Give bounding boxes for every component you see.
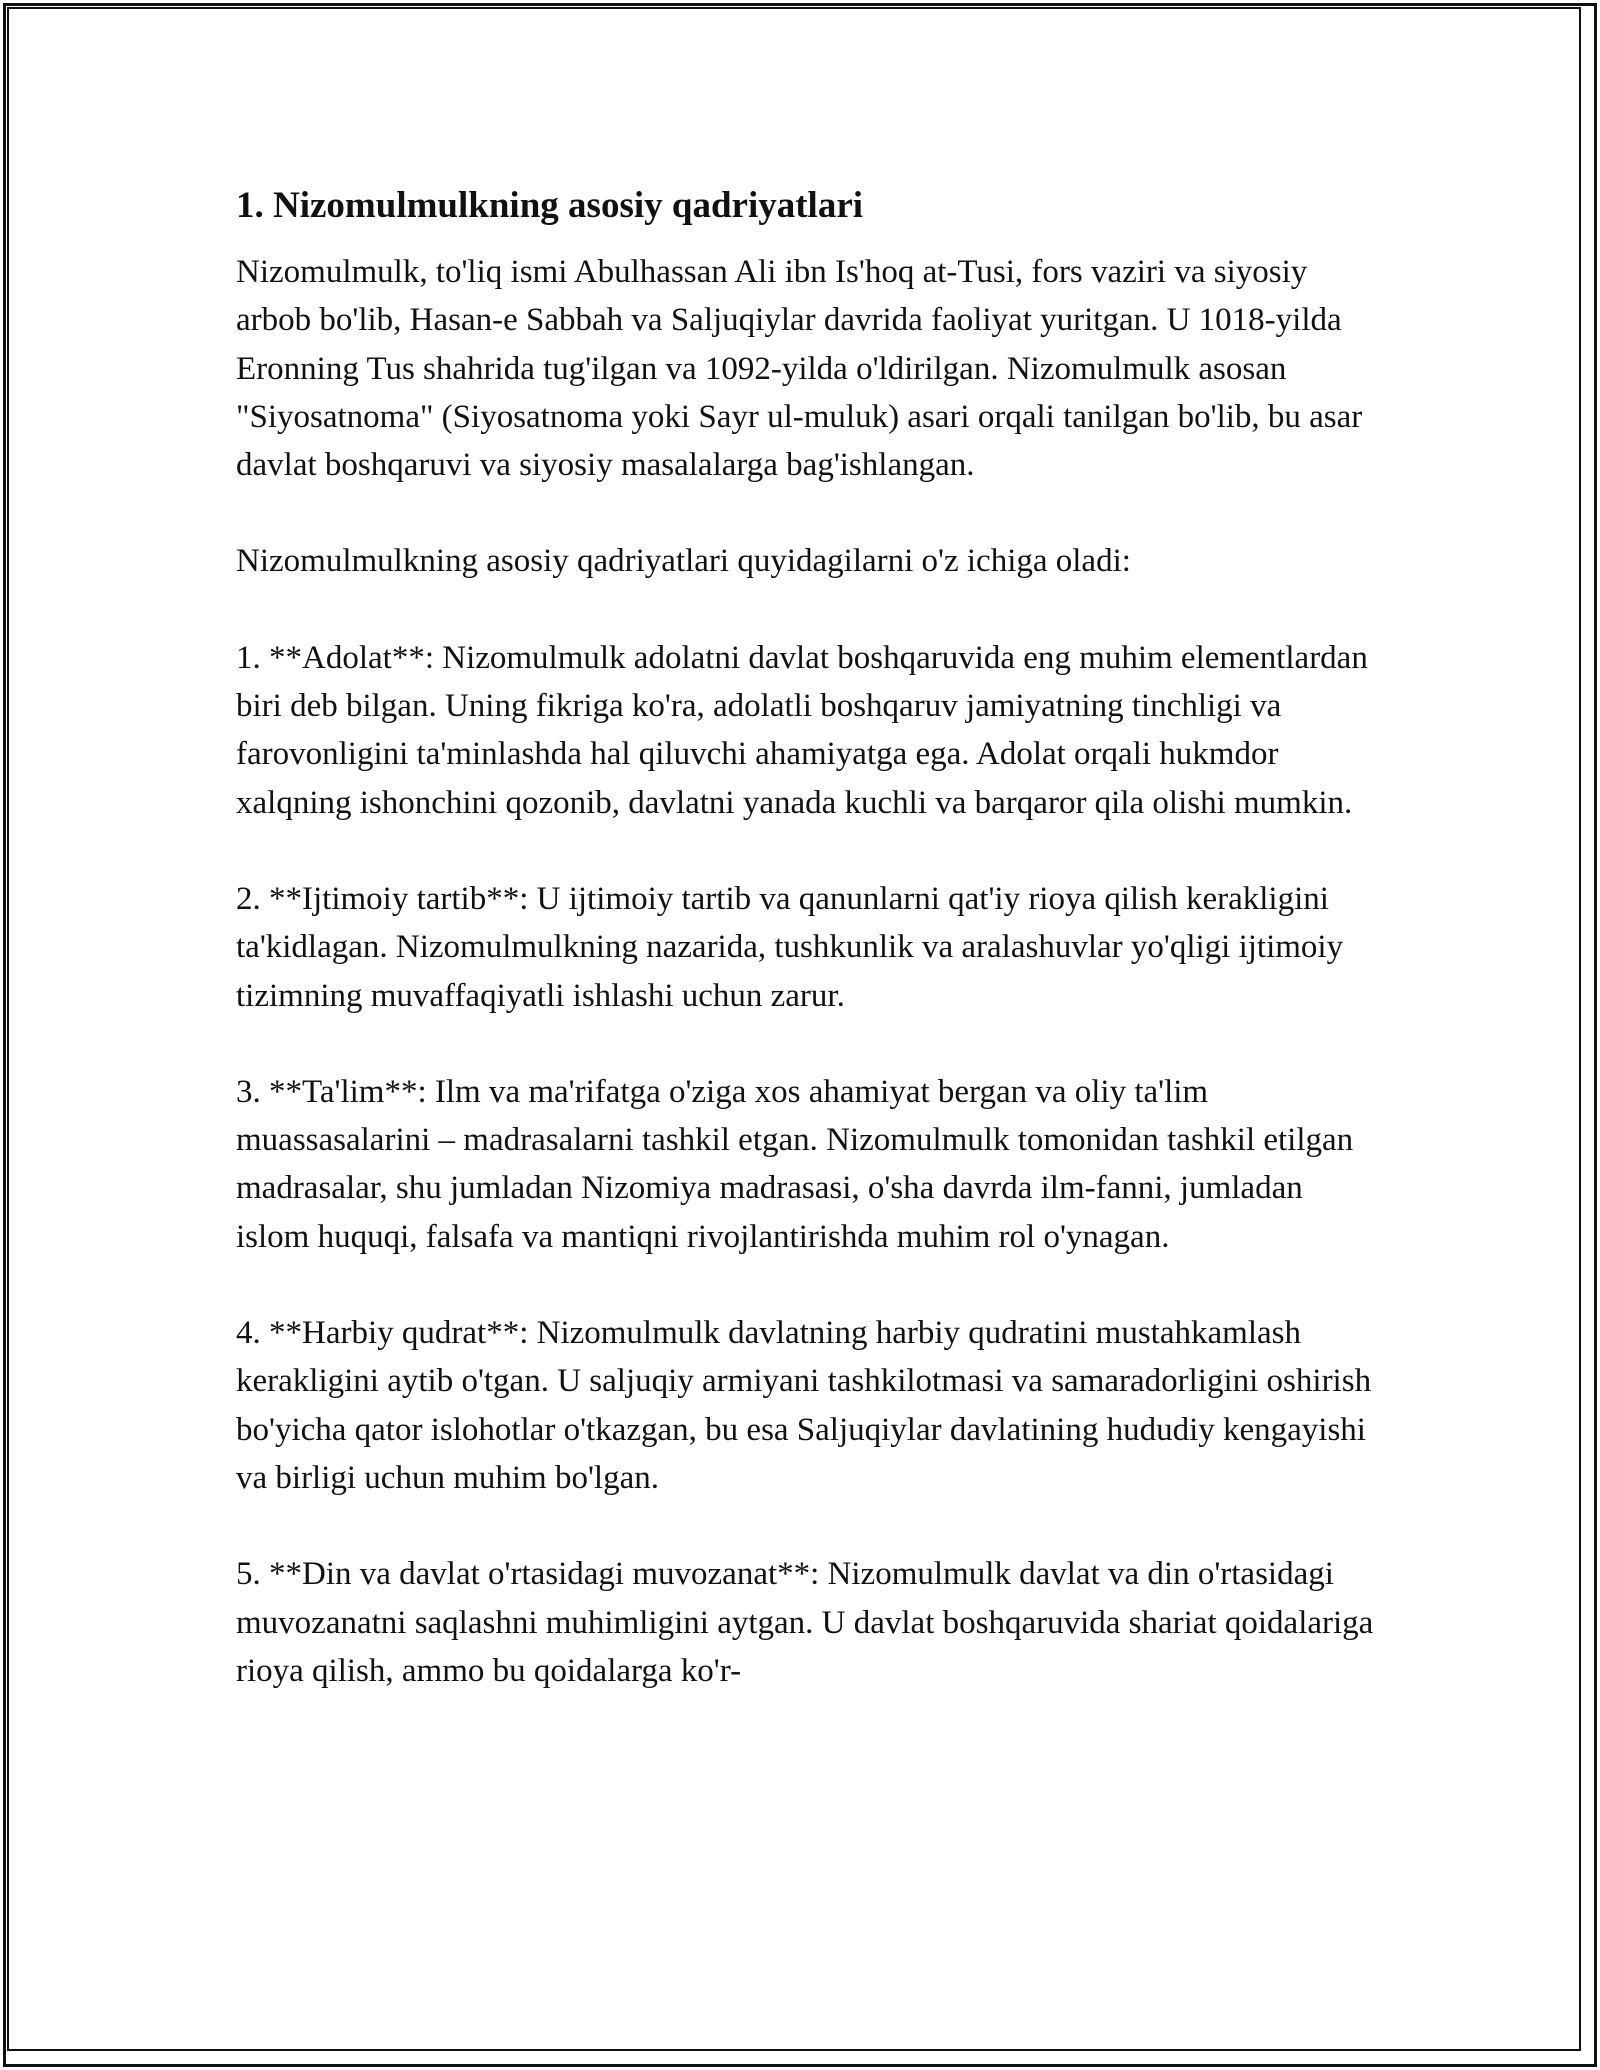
document-body — [236, 182, 1376, 1743]
intro-paragraph: Nizomulmulk, to'liq ismi Abulhassan Ali ibn Is'hoq at-Tusi, fors vaziri va siyosiy arbob bo'lib, Hasan-e Sabbah va Saljuqiylar davrida faoliyat yuritgan. U 1018-yilda Eronning Tus shahrida tug'ilgan va 1092-yilda o'ldirilgan. Nizomulmulk asosan "Siyosatnoma" (Siyosatnoma yoki Sayr ul-muluk) asari orqali tanilgan bo'lib, bu asar davlat boshqaruvi va siyosiy masalalarga bag'ishlangan. — [236, 254, 1363, 484]
value-item-adolat: 1. **Adolat**: Nizomulmulk adolatni davlat boshqaruvida eng muhim elementlardan biri deb bilgan. Uning fikriga ko'ra, adolatli boshqaruv jamiyatning tinchligi va farovonligini ta'minlashda hal qiluvchi ahamiyatga ega. Adolat orqali hukmdor xalqning ishonchini qozonib, davlatni yanada kuchli va barqaror qila olishi mumkin. — [236, 639, 1368, 821]
value-item-harbiy-qudrat: 4. **Harbiy qudrat**: Nizomulmulk davlatning harbiy qudratini mustahkamlash kerakligini aytib o'tgan. U saljuqiy armiyani tashkilotmasi va samaradorligini oshirish bo'yicha qator islohotlar o'tkazgan, bu esa Saljuqiylar davlatining hududiy kengayishi va birligi uchun muhim bo'lgan. — [236, 1315, 1372, 1496]
section-title: 1. Nizomulmulkning asosiy qadriyatlari — [236, 185, 864, 226]
value-item-ijtimoiy-tartib: 2. **Ijtimoiy tartib**: U ijtimoiy tartib va qanunlarni qat'iy rioya qilish kerakligini ta'kidlagan. Nizomulmulkning nazarida, tushkunlik va aralashuvlar yo'qligi ijtimoiy tizimning muvaffaqiyatli ishlashi uchun zarur. — [236, 880, 1344, 1014]
values-intro-paragraph: Nizomulmulkning asosiy qadriyatlari quyidagilarni o'z ichiga oladi: — [236, 543, 1131, 580]
value-item-talim: 3. **Ta'lim**: Ilm va ma'rifatga o'ziga xos ahamiyat bergan va oliy ta'lim muassasalarini – madrasalarni tashkil etgan. Nizomulmulk tomonidan tashkil etilgan madrasalar, shu jumladan Nizomiya madrasasi, o'sha davrda ilm-fanni, jumladan islom huquqi, falsafa va mantiqni rivojlantirishda muhim rol o'ynagan. — [236, 1073, 1354, 1255]
value-item-din-va-davlat: 5. **Din va davlat o'rtasidagi muvozanat**: Nizomulmulk davlat va din o'rtasidagi muvozanatni saqlashni muhimligini aytgan. U davlat boshqaruvida shariat qoidalariga rioya qilish, ammo bu qoidalarga ko'r- — [236, 1556, 1374, 1689]
